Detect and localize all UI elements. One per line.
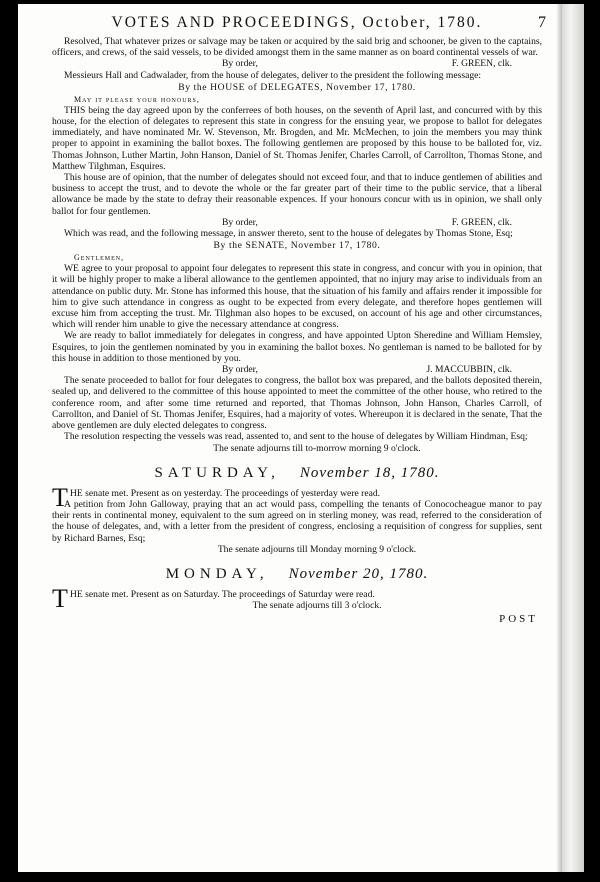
message-paragraph: We are ready to ballot immediately for delegates in congress, and have appointed Upton Sheredine and William Hemsley, Esquires, to join the gentlemen nominated by you in examining the ballot boxes. No gentleman is named to be balloted for by this house in addition to those mentioned by you. (52, 330, 542, 364)
drop-cap: T (52, 583, 68, 613)
petition-paragraph: A petition from John Galloway, praying that an act would pass, compelling the tenants of Conococheague manor to pay their rents in continental money, equivalent to the sum agreed on in sterling money, was read, referred to the consideration of the house of delegates, and, with a letter from the president of congress, enclosing a requisition of congress for supplies, sent by Richard Barnes, Esq; (52, 498, 542, 544)
message-heading-senate: By the SENATE, November 17, 1780. (213, 240, 381, 252)
saturday-opening-paragraph (52, 482, 542, 512)
running-head (52, 12, 546, 34)
signature-clerk: J. MACCUBBIN, clk. (426, 364, 512, 376)
signature-clerk: F. GREEN, clk. (451, 58, 512, 70)
document-page (18, 4, 562, 872)
message-salutation: May it please your honours, (74, 94, 200, 104)
day-weekday: SATURDAY, (154, 464, 280, 481)
catchword: POST (499, 613, 538, 626)
signature-by-order: By order, (222, 216, 258, 228)
signature-line (52, 217, 542, 228)
running-head-title: VOTES AND PROCEEDINGS, October, 1780. (111, 14, 483, 31)
day-weekday: MONDAY, (165, 565, 269, 582)
message-heading-delegates: By the HOUSE of DELEGATES, November 17, 1780. (178, 81, 416, 93)
message-paragraph: WE agree to your proposal to appoint four delegates to represent this state in congress, and concur with you in opinion, that it will be highly proper to make a liberal allowance to the gentlemen appointed, that no injury may arise to individuals from an attendance on public duty. Mr. Stone has informed this house, that the situation of his family and affairs render it impossible for him to give such attendance in congress as ought to be expected from every delegate, and therefore hopes gentlemen will excuse him from accepting the trust. Mr. Tilghman also hopes to be excused, on account of his age and other circumstances, which will render him unable to give the necessary attendance at congress. (52, 263, 542, 331)
day-date: November 20, 1780. (288, 565, 429, 582)
message-paragraph: THIS being the day agreed upon by the conferrees of both houses, on the seventh of April last, and concurred with by this house, for the election of delegates to represent this state in congress for the ensuing year, we propose to ballot for delegates immediately, and have nominated Mr. W. Stevenson, Mr. Brogden, and Mr. McMechen, to join the members you may think proper to appoint in examining the ballot boxes. The following gentlemen are proposed by this house to be balloted for, viz. Thomas Johnson, Luther Martin, John Hanson, Daniel of St. Thomas Jenifer, Charles Carroll, of Carrollton, Thomas Stone, and Matthew Tilghman, Esquires. (52, 104, 542, 172)
signature-by-order: By order, (222, 58, 258, 70)
page-content (52, 12, 546, 626)
message-paragraph: This house are of opinion, that the number of delegates should not exceed four, and that to induce gentlemen of abilities and business to accept the trust, and to devote the whole or the far greater part of their time to the public service, that a liberal allowance be made by the state to defray their reasonable expences. If your honours concur with us in opinion, we shall only ballot for four gentlemen. (52, 172, 542, 217)
ballot-paragraph: The senate proceeded to ballot for four delegates to congress, the ballot box was prepared, and the ballots deposited therein, sealed up, and delivered to the committee of this house appointed to meet the committee of the other house, who retired to the conference room, and after some time returned and reported, that Thomas Johnson, John Hanson, Charles Carroll, of Carrollton, and Daniel of St. Thomas Jenifer, Esquires, had a majority of votes. Whereupon it is declared in the senate, That the above gentlemen are duly elected delegates to congress. (52, 375, 542, 432)
monday-opening-text: HE senate met. Present as on Saturday. The proceedings of Saturday were read. (70, 588, 375, 600)
signature-line (52, 364, 542, 375)
adjournment-line: The senate adjourns till Monday morning 9 o'clock. (217, 543, 417, 555)
delivery-paragraph: Messieurs Hall and Cadwalader, from the house of delegates, deliver to the president the following message: (64, 69, 482, 81)
page-gutter (562, 4, 584, 872)
signature-by-order: By order, (222, 364, 258, 376)
saturday-opening-text: HE senate met. Present as on yesterday. The proceedings of yesterday were read. (70, 487, 381, 499)
message-salutation: Gentlemen, (74, 253, 125, 263)
resolution-paragraph: Resolved, That whatever prizes or salvage may be taken or acquired by the said brig and schooner, be given to the captains, officers, and crews, of the said vessels, to be divided amongst them in the same manner as on board continental vessels of war. (52, 36, 542, 59)
signature-clerk: F. GREEN, clk. (451, 216, 512, 228)
resolution-vessels-paragraph: The resolution respecting the vessels was read, assented to, and sent to the house of delegates by William Hindman, Esq; (64, 431, 528, 443)
adjournment-line: The senate adjourns till 3 o'clock. (252, 600, 382, 612)
day-heading-saturday (52, 464, 542, 482)
answer-paragraph: Which was read, and the following message, in answer thereto, sent to the house of delegates by Thomas Stone, Esq; (64, 228, 513, 240)
adjournment-line: The senate adjourns till to-morrow morning 9 o'clock. (213, 442, 421, 454)
drop-cap: T (52, 482, 68, 512)
day-heading-monday (52, 565, 542, 583)
day-date: November 18, 1780. (299, 464, 440, 481)
page-number: 7 (538, 14, 546, 31)
signature-line (52, 58, 542, 69)
